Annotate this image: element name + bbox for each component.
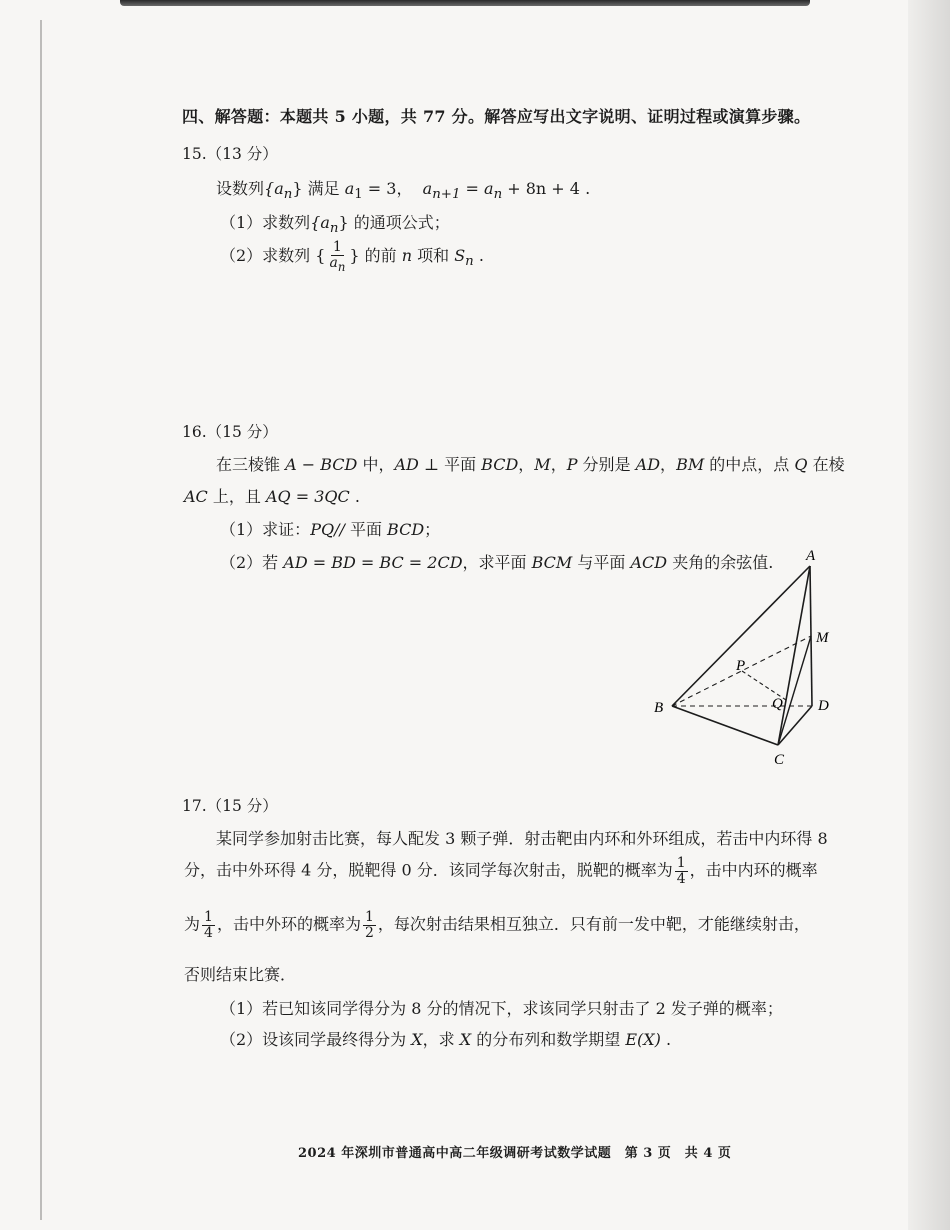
q17-frac-outer-den: 2 [364, 924, 374, 941]
q17-frac-miss-num: 1 [676, 855, 686, 871]
q16-p2-math: AD = BD = BC = 2CD [283, 553, 463, 572]
q16-t10: P [566, 455, 578, 474]
q16-l2c: AQ = 3QC [265, 487, 350, 506]
q17-frac-outer [363, 910, 376, 940]
q15-part2 [220, 240, 484, 273]
q17-p2-pre: （2）设该同学最终得分为 [220, 1030, 412, 1049]
scan-edge-left [40, 20, 42, 1220]
q16-t7: ， [518, 455, 535, 474]
q17-l3-post: ，每次射击结果相互独立．只有前一发中靶，才能继续射击， [377, 914, 810, 934]
q16-t2: A − BCD [285, 455, 358, 474]
q17-l2-pre: 分，击中外环得 4 分，脱靶得 0 分．该同学每次射击，脱靶的概率为 [184, 860, 673, 880]
q15-rec-rhs-sub: n [493, 187, 503, 203]
q17-line3 [184, 910, 810, 940]
q17-p2-x: X [411, 1030, 423, 1049]
q16-p1-math2: BCD [387, 520, 425, 539]
q15-a1-sub: 1 [354, 187, 363, 203]
label-B: B [654, 700, 664, 716]
q15-frac-num: 1 [332, 239, 342, 255]
q15-part2-end: . [473, 245, 484, 265]
label-P: P [736, 658, 746, 674]
q16-t14: BM [676, 455, 705, 474]
scan-edge-right [908, 0, 950, 1230]
q16-p1-math: PQ// [310, 520, 345, 539]
q15-frac-den-sub: n [337, 259, 346, 274]
q17-p2-end: . [660, 1030, 672, 1049]
q17-line4: 否则结束比赛． [184, 965, 297, 984]
q17-title: 17.（15 分） [182, 797, 278, 815]
q15-part1-pre: （1）求数列 [220, 213, 311, 232]
q17-p2-x2: X [459, 1030, 472, 1049]
q16-p2-pre: （2）若 [220, 553, 284, 572]
q15-stem [216, 176, 590, 202]
q15-part1 [220, 210, 450, 236]
q15-rec: a [422, 179, 433, 198]
q16-t4: AD [394, 455, 419, 474]
q17-line1: 某同学参加射击比赛，每人配发 3 颗子弹．射击靶由内环和外环组成，若击中内环得 8 [216, 829, 828, 848]
q15-part2-S-sub: n [465, 254, 474, 270]
edge-BC [672, 706, 778, 745]
q17-frac-miss [675, 856, 688, 886]
q15-stem-text: 设数列 [216, 179, 265, 198]
q15-part1-seq-sub: n [329, 221, 339, 237]
q16-t13: ， [660, 455, 677, 474]
q17-l3-mid: ，击中外环的概率为 [216, 914, 361, 934]
q15-fraction [327, 240, 347, 273]
q15-seq-sub: n [283, 187, 293, 203]
pyramid-figure [640, 540, 860, 770]
q15-part2-n: n [401, 245, 412, 265]
label-D: D [818, 698, 829, 714]
q17-frac-outer-num: 1 [364, 909, 374, 925]
q16-p1-mid: 平面 [344, 520, 388, 539]
q16-p1-pre: （1）求证： [220, 520, 311, 539]
q15-a1-val: = 3， [362, 179, 413, 198]
q17-l2-post: ，击中内环的概率 [689, 860, 818, 880]
q15-title: 15.（13 分） [182, 145, 278, 163]
q16-p2-end: 夹角的余弦值. [667, 553, 774, 572]
q16-t1: 在三棱锥 [216, 455, 286, 474]
q16-t16: Q [794, 455, 808, 474]
q15-part1-post: } 的通项公式； [338, 213, 450, 232]
q17-part1: （1）若已知该同学得分为 8 分的情况下，求该同学只射击了 2 发子弹的概率； [220, 999, 783, 1018]
q15-part2-mid2: 项和 [412, 245, 455, 265]
q15-rec-rhs: = a [460, 179, 494, 198]
q16-p2-mid2: 与平面 [572, 553, 631, 572]
q16-title: 16.（15 分） [182, 423, 278, 441]
q16-p1-end: ； [424, 520, 441, 539]
q16-t12: AD [635, 455, 661, 474]
q17-p2-mid: ，求 [422, 1030, 460, 1049]
q16-t6: BCD [481, 455, 519, 474]
q16-t5: ⊥ 平面 [418, 455, 482, 474]
q16-t17: 在棱 [807, 455, 845, 474]
q16-t11: 分别是 [577, 455, 636, 474]
scan-edge-top [120, 0, 810, 6]
q16-p2-m3: ACD [630, 553, 668, 572]
q16-part1 [220, 517, 440, 540]
label-A: A [806, 548, 816, 564]
page-footer: 2024 年深圳市普通高中高二年级调研考试数学试题 第 3 页 共 4 页 [298, 1146, 732, 1161]
q16-p2-mid: ，求平面 [462, 553, 532, 572]
section-heading: 四、解答题：本题共 5 小题，共 77 分。解答应写出文字说明、证明过程或演算步骤。 [182, 107, 811, 126]
q17-frac-inner-num: 1 [204, 909, 213, 925]
q15-a1: a [344, 179, 355, 198]
label-Q: Q [772, 696, 783, 712]
q17-frac-miss-den: 4 [676, 870, 686, 887]
q16-t3: 中， [357, 455, 395, 474]
q15-frac-den: a [329, 254, 338, 271]
q16-t8: M [534, 455, 551, 474]
q15-part1-seq: {a [310, 213, 330, 232]
q16-t9: ， [550, 455, 567, 474]
q15-rec-tail: + 8n + 4 . [502, 179, 591, 198]
q15-stem-mid: } 满足 [292, 179, 345, 198]
q16-p2-m2: BCM [531, 553, 573, 572]
q15-part2-pre: （2）求数列 { [220, 245, 326, 265]
q17-line2 [184, 856, 818, 886]
q15-rec-sub: n+1 [432, 187, 461, 203]
q16-t15: 的中点，点 [704, 455, 795, 474]
q17-part2 [220, 1027, 671, 1050]
edge-CD [778, 706, 812, 745]
label-M: M [816, 630, 829, 646]
q17-frac-inner [202, 910, 215, 940]
q16-stem-line2 [184, 484, 360, 507]
q16-l2a: AC [184, 487, 208, 506]
q15-part2-S: S [454, 245, 466, 265]
q17-frac-inner-den: 4 [204, 924, 213, 941]
q15-seq: {a [264, 179, 284, 198]
q17-p2-mid2: 的分布列和数学期望 [471, 1030, 626, 1049]
q15-part2-mid: } 的前 [349, 245, 402, 265]
q16-l2d: . [349, 487, 360, 506]
q17-l3-pre: 为 [184, 914, 201, 934]
q16-stem-line1 [216, 452, 845, 475]
q16-l2b: 上，且 [207, 487, 266, 506]
label-C: C [774, 752, 785, 768]
q17-p2-ex: E(X) [625, 1030, 661, 1049]
